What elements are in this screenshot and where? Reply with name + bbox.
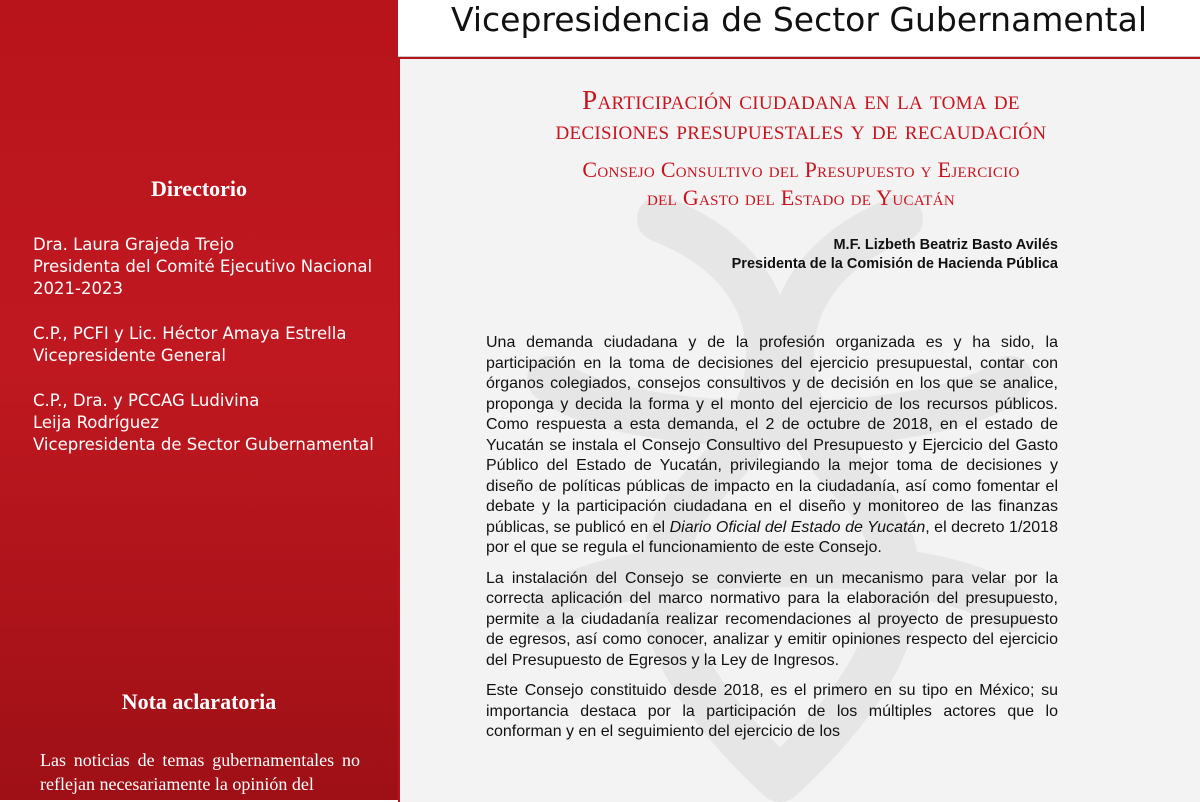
paragraph-2: La instalación del Consejo se convierte en un mecanismo para velar por la correcta aplicación del marco normativo para la elaboración del presupuesto, permite a la ciudadanía realizar recomendaciones al proyecto de presupuesto de egresos, así como conocer, analizar y emitir opiniones respecto del ejercicio del Presupuesto de Egresos y la Ley de Ingresos. [486,569,1058,669]
person-role: Presidenta del Comité Ejecutivo Nacional [33,257,373,276]
article-title-line-1: Participación ciudadana en la toma de [582,85,1020,115]
directory-entry-vp-general [33,323,383,367]
publication-name: Diario Oficial del Estado de Yucatán [669,518,926,536]
header-title: Vicepresidencia de Sector Gubernamental [451,0,1147,39]
sidebar [0,0,398,800]
person-name: C.P., PCFI y Lic. Héctor Amaya Estrella [33,324,347,343]
paragraph-1 [486,333,1058,559]
person-name: Dra. Laura Grajeda Trejo [33,235,235,254]
article-panel [398,57,1200,802]
article-subtitle-line-1: Consejo Consultivo del Presupuesto y Ejercicio [582,157,1020,182]
article-title-line-2: decisiones presupuestales y de recaudación [555,115,1047,145]
directory-entry-president [33,234,383,300]
nota-heading: Nota aclaratoria [121,689,277,714]
person-role: Vicepresidente General [33,346,226,365]
author-name: M.F. Lizbeth Beatriz Basto Avilés [833,237,1058,253]
nota-text: Las noticias de temas gubernamentales no reflejan necesariamente la opinión del [40,750,360,794]
directory-entry-vp-sector [33,390,383,456]
article-subtitle-line-2: del Gasto del Estado de Yucatán [646,185,956,210]
page-header [398,0,1200,57]
article-body [486,333,1058,753]
author-role: Presidenta de la Comisión de Hacienda Pública [731,256,1058,272]
person-term: 2021-2023 [33,279,123,298]
person-name: C.P., Dra. y PCCAG Ludivina [33,391,260,410]
person-role: Vicepresidenta de Sector Gubernamental [33,435,374,454]
paragraph-3: Este Consejo constituido desde 2018, es el primero en su tipo en México; su importancia destaca por la participación de los múltiples actores que lo conforman y en el seguimiento del ejercicio de los [486,682,1058,740]
paragraph-1-text: Una demanda ciudadana y de la profesión organizada es y ha sido, la participación en la toma de decisiones del ejercicio presupuestal, contar con órganos colegiados, consejos consultivos y de decisión en los que se analice, proponga y decida la forma y el monto del ejercicio de los recursos públicos. Como respuesta a esta demanda, el 2 de octubre de 2018, en el estado de Yucatán se instala el Consejo Consultivo del Presupuesto y Ejercicio del Gasto Público del Estado de Yucatán, privilegiando la mejor toma de decisiones y diseño de políticas públicas de impacto en la ciudadanía, así como fomentar el debate y la participación ciudadana en el diseño y monitoreo de las finanzas públicas, se publicó en el [486,334,1058,536]
paragraph-1-text-end: , el decreto 1/2018 por el que se regula el funcionamiento de este Consejo. [486,518,1058,556]
directorio-heading: Directorio [150,176,248,201]
person-name-cont: Leija Rodríguez [33,413,159,432]
